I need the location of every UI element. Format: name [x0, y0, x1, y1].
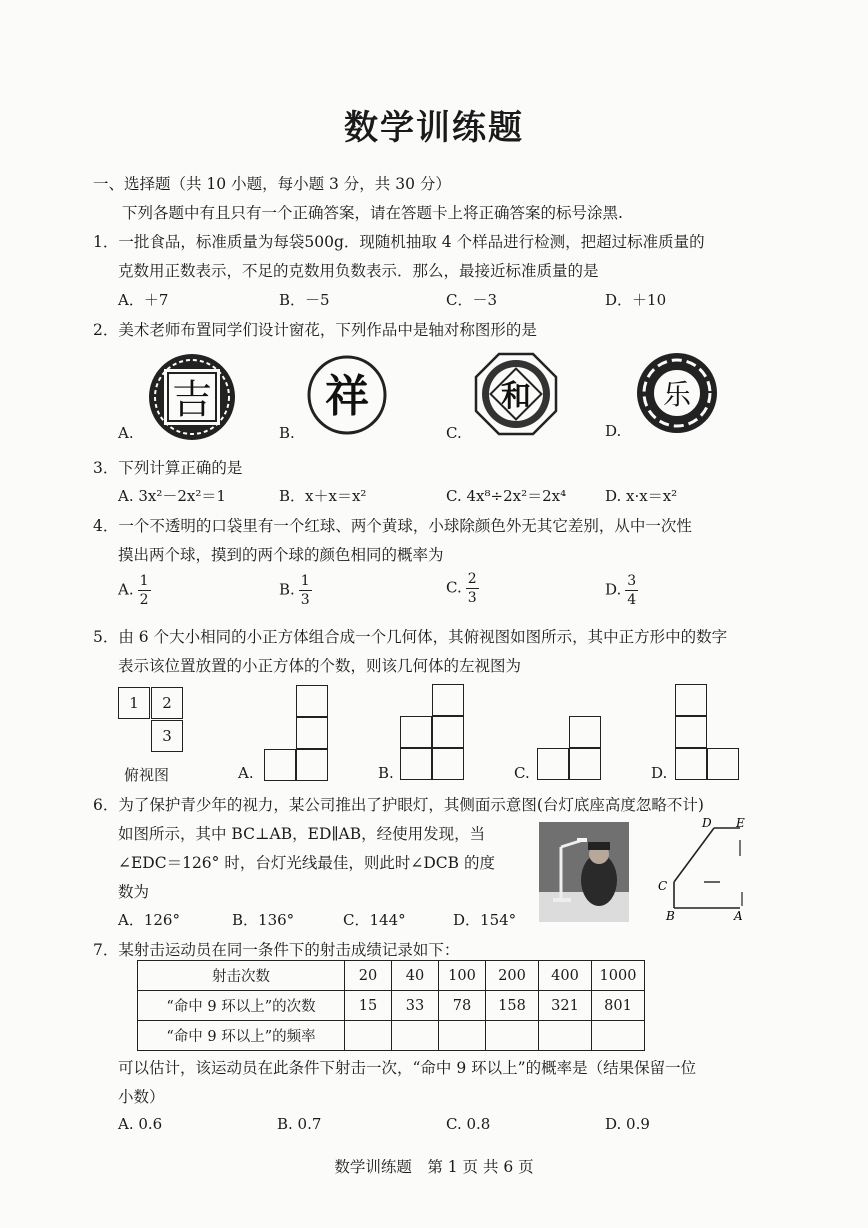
paper-cut-ji-image [147, 352, 237, 442]
row-label: “命中 9 环以上”的次数 [138, 991, 345, 1021]
paper-cut-char-xiang: 祥 [325, 371, 369, 422]
table-cell: 100 [439, 961, 486, 991]
cube-face [296, 685, 328, 717]
cube-face [707, 748, 739, 780]
paper-cut-char-ji: 吉 [172, 377, 212, 423]
point-label-b: B [666, 909, 675, 923]
q7-option-c: C. 0.8 [446, 1115, 491, 1133]
q6-line4: 数为 [118, 883, 150, 901]
numerator: 2 [467, 571, 477, 587]
point-label-d: D [702, 816, 712, 830]
paper-cut-le-image [636, 352, 718, 434]
top-view-cell: 3 [151, 720, 183, 752]
q5-line1: 5．由 6 个大小相同的小正方体组合成一个几何体，其俯视图如图所示，其中正方形中的数字 [93, 628, 728, 646]
q4-line1: 4．一个不透明的口袋里有一个红球、两个黄球，小球除颜色外无其它差别，从中一次性 [93, 517, 692, 535]
point-label-a: A [734, 909, 743, 923]
q4-option-d [605, 572, 638, 609]
cube-face [296, 717, 328, 749]
point-label-e: E [736, 816, 745, 830]
table-row [138, 1021, 645, 1051]
q5-option-a: A. [238, 764, 254, 782]
q4-option-b-label: B. [279, 580, 295, 599]
numerator: 1 [300, 573, 310, 589]
q4-option-d-label: D. [605, 580, 622, 599]
q3-option-b: B．x＋x＝x² [279, 487, 367, 505]
cube-face [675, 716, 707, 748]
cube-face [537, 748, 569, 780]
q4-option-c [446, 570, 479, 607]
point-label-c: C [658, 879, 668, 893]
section-instruction: 下列各题中有且只有一个正确答案，请在答题卡上将正确答案的标号涂黑. [122, 204, 623, 222]
q2-option-b: B. [279, 424, 295, 442]
q4-option-c-label: C. [446, 578, 462, 597]
q3-option-c: C. 4x⁸÷2x²＝2x⁴ [446, 487, 567, 505]
q7-line1: 7．某射击运动员在同一条件下的射击成绩记录如下： [93, 941, 460, 959]
q4-option-b [279, 572, 312, 609]
table-cell-empty [592, 1021, 645, 1051]
paper-cut-char-he: 和 [501, 379, 531, 414]
table-cell-empty [392, 1021, 439, 1051]
q6-option-b: B．136° [232, 911, 295, 929]
desk-lamp-photo [539, 822, 629, 922]
row-label: “命中 9 环以上”的频率 [138, 1021, 345, 1051]
denominator: 3 [300, 592, 310, 608]
cube-face [400, 748, 432, 780]
q4-option-a [118, 572, 151, 609]
numerator: 3 [627, 573, 637, 589]
q5-option-d: D. [651, 764, 668, 782]
paper-cut-char-le: 乐 [662, 378, 692, 411]
q6-line3: ∠EDC＝126° 时，台灯光线最佳，则此时∠DCB 的度 [118, 854, 495, 872]
section-heading: 一、选择题（共 10 小题，每小题 3 分，共 30 分） [93, 175, 451, 193]
cube-face [432, 716, 464, 748]
denominator: 3 [467, 590, 477, 606]
paper-cut-xiang-image [307, 355, 387, 435]
q2-option-c: C. [446, 424, 462, 442]
table-cell: 40 [392, 961, 439, 991]
top-view-cell: 1 [118, 687, 150, 719]
q3-line1: 3．下列计算正确的是 [93, 459, 243, 477]
cube-face [432, 748, 464, 780]
table-row [138, 961, 645, 991]
lamp-geometry-diagram [654, 812, 754, 924]
q5-line2: 表示该位置放置的小正方体的个数，则该几何体的左视图为 [118, 657, 522, 675]
table-cell: 33 [392, 991, 439, 1021]
shooting-record-table [137, 960, 645, 1051]
fraction-a [138, 572, 151, 609]
q7-option-b: B. 0.7 [277, 1115, 322, 1133]
q2-line1: 2．美术老师布置同学们设计窗花，下列作品中是轴对称图形的是 [93, 321, 537, 339]
table-cell-empty [439, 1021, 486, 1051]
q5-option-c: C. [514, 764, 530, 782]
table-row [138, 991, 645, 1021]
cube-face [400, 716, 432, 748]
table-cell: 400 [539, 961, 592, 991]
denominator: 2 [139, 592, 149, 608]
fraction-c [466, 570, 479, 607]
q1-option-a: A．＋7 [118, 291, 169, 309]
q6-line2: 如图所示，其中 BC⊥AB，ED∥AB，经使用发现，当 [118, 825, 486, 843]
fraction-b [299, 572, 312, 609]
table-cell-empty [486, 1021, 539, 1051]
q7-option-a: A. 0.6 [118, 1115, 163, 1133]
q7-line2: 可以估计，该运动员在此条件下射击一次，“命中 9 环以上”的概率是（结果保留一位 [118, 1059, 697, 1077]
q6-line1: 6．为了保护青少年的视力，某公司推出了护眼灯，其侧面示意图(台灯底座高度忽略不计) [93, 796, 704, 814]
q1-line2: 克数用正数表示，不足的克数用负数表示．那么，最接近标准质量的是 [118, 262, 599, 280]
q1-option-c: C．－3 [446, 291, 498, 309]
table-cell: 78 [439, 991, 486, 1021]
q4-line2: 摸出两个球，摸到的两个球的颜色相同的概率为 [118, 546, 444, 564]
cube-face [296, 749, 328, 781]
table-cell: 200 [486, 961, 539, 991]
table-cell: 158 [486, 991, 539, 1021]
q1-option-d: D．＋10 [605, 291, 667, 309]
row-label: 射击次数 [138, 961, 345, 991]
cube-face [675, 684, 707, 716]
q2-option-d: D. [605, 422, 622, 440]
q1-line1: 1．一批食品，标准质量为每袋500g．现随机抽取 4 个样品进行检测，把超过标准质量的 [93, 233, 705, 251]
q3-option-d: D. x·x＝x² [605, 487, 678, 505]
cube-face [432, 684, 464, 716]
fraction-d [625, 572, 638, 609]
cube-face [675, 748, 707, 780]
table-cell: 20 [345, 961, 392, 991]
cube-face [569, 748, 601, 780]
q1-option-b: B．－5 [279, 291, 330, 309]
q6-option-c: C．144° [343, 911, 406, 929]
q7-option-d: D. 0.9 [605, 1115, 650, 1133]
q3-option-a: A. 3x²－2x²＝1 [118, 487, 226, 505]
q6-option-d: D．154° [453, 911, 517, 929]
page-footer: 数学训练题 第 1 页 共 6 页 [334, 1158, 534, 1176]
q2-option-a: A. [118, 424, 134, 442]
paper-cut-he-image [474, 352, 558, 436]
cube-face [264, 749, 296, 781]
q4-option-a-label: A. [118, 580, 134, 599]
top-view-cell: 2 [151, 687, 183, 719]
table-cell: 321 [539, 991, 592, 1021]
numerator: 1 [139, 573, 149, 589]
top-view-label: 俯视图 [124, 766, 170, 784]
q7-line3: 小数） [118, 1088, 165, 1106]
q6-option-a: A．126° [118, 911, 180, 929]
table-cell-empty [345, 1021, 392, 1051]
table-cell: 15 [345, 991, 392, 1021]
q5-option-b: B. [378, 764, 394, 782]
table-cell: 1000 [592, 961, 645, 991]
table-cell-empty [539, 1021, 592, 1051]
table-cell: 801 [592, 991, 645, 1021]
denominator: 4 [627, 592, 637, 608]
cube-face [569, 716, 601, 748]
page-title: 数学训练题 [344, 108, 524, 148]
